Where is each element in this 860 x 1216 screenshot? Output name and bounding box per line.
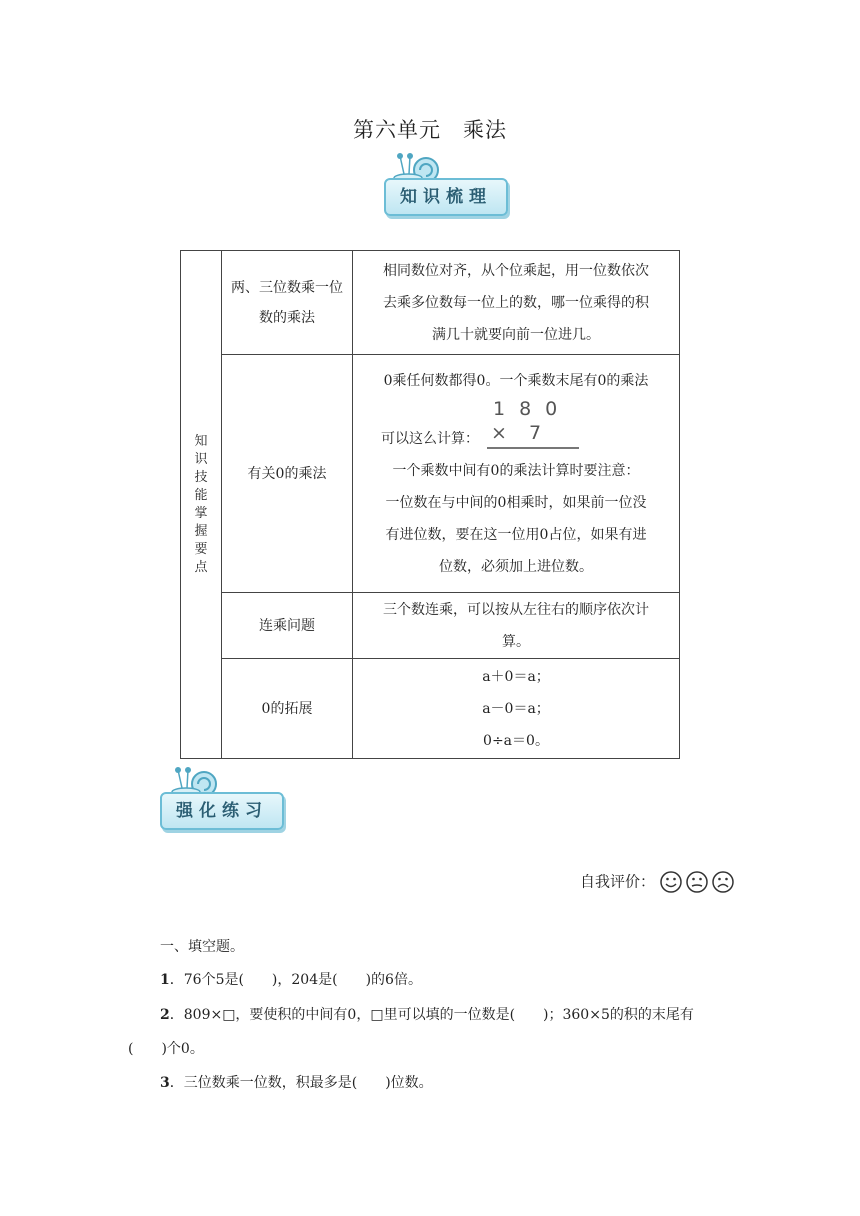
question-number: 1: [160, 972, 170, 988]
content-line: 0÷a＝0。: [483, 732, 549, 749]
neutral-face-icon[interactable]: [687, 872, 707, 892]
content-cell: [353, 355, 680, 593]
content-line: 一个乘数中间有0的乘法计算时要注意：: [392, 462, 640, 479]
self-eval-label: 自我评价：: [580, 872, 656, 891]
side-label-cell: [181, 251, 222, 759]
topic-cell: [222, 355, 353, 593]
table-row: [181, 659, 680, 759]
question-text: ．809×□，要使积的中间有0，□里可以填的一位数是( )；360×5的积的末尾有: [169, 1007, 694, 1023]
content-line: 算。: [502, 633, 530, 650]
question-text: ．三位数乘一位数，积最多是( )位数。: [169, 1075, 433, 1091]
multiplication-line: [487, 447, 579, 449]
calc-prefix: 可以这么计算：: [381, 430, 479, 447]
content-cell: [353, 251, 680, 355]
knowledge-table: [180, 250, 680, 759]
multiplier: × 7: [491, 421, 550, 444]
question-2: [160, 1004, 694, 1026]
calc-example: [361, 397, 671, 455]
side-label: 知识技能掌握要点: [194, 433, 208, 575]
practice-badge: 强化练习: [160, 792, 284, 830]
topic: 两、三位数乘一位数的乘法: [231, 279, 343, 326]
table-row: [181, 251, 680, 355]
question-2-continued: [128, 1038, 204, 1060]
multiplicand: 180: [493, 397, 572, 420]
question-3: [160, 1072, 433, 1094]
knowledge-badge: 知识梳理: [384, 178, 508, 216]
content-line: 一位数在与中间的0相乘时，如果前一位没: [385, 494, 647, 511]
content-line: 相同数位对齐，从个位乘起，用一位数依次: [383, 262, 649, 279]
section-heading: 一、填空题。: [160, 939, 244, 955]
topic-cell: [222, 593, 353, 659]
table-row: [181, 355, 680, 593]
question-1: [160, 969, 422, 991]
topic-cell: [222, 251, 353, 355]
content-line: 位数，必须加上进位数。: [439, 558, 593, 575]
content-line: 有进位数，要在这一位用0占位，如果有进: [385, 526, 647, 543]
content-line: a－0＝a；: [482, 700, 550, 717]
sad-face-icon[interactable]: [713, 872, 733, 892]
topic: 有关0的乘法: [247, 465, 327, 482]
topic-cell: [222, 659, 353, 759]
content-line: 三个数连乘，可以按从左往右的顺序依次计: [383, 601, 649, 618]
content-line: 0乘任何数都得0。一个乘数末尾有0的乘法: [383, 372, 649, 389]
question-number: 2: [160, 1007, 170, 1023]
question-number: 3: [160, 1075, 170, 1091]
table-row: [181, 593, 680, 659]
content-line: a＋0＝a；: [482, 668, 550, 685]
content-cell: [353, 659, 680, 759]
question-text: ( )个0。: [128, 1041, 204, 1057]
content-line: 去乘多位数每一位上的数，哪一位乘得的积: [383, 294, 649, 311]
topic: 0的拓展: [261, 700, 313, 717]
content-cell: [353, 593, 680, 659]
rating-faces: [660, 870, 734, 894]
question-text: ．76个5是( )，204是( )的6倍。: [169, 972, 422, 988]
self-evaluation: [580, 870, 734, 894]
smile-face-icon[interactable]: [661, 872, 681, 892]
vertical-multiplication: [483, 397, 579, 449]
page-title: 第六单元 乘法: [353, 118, 507, 142]
content-line: 满几十就要向前一位进几。: [432, 326, 600, 343]
topic: 连乘问题: [259, 617, 315, 634]
